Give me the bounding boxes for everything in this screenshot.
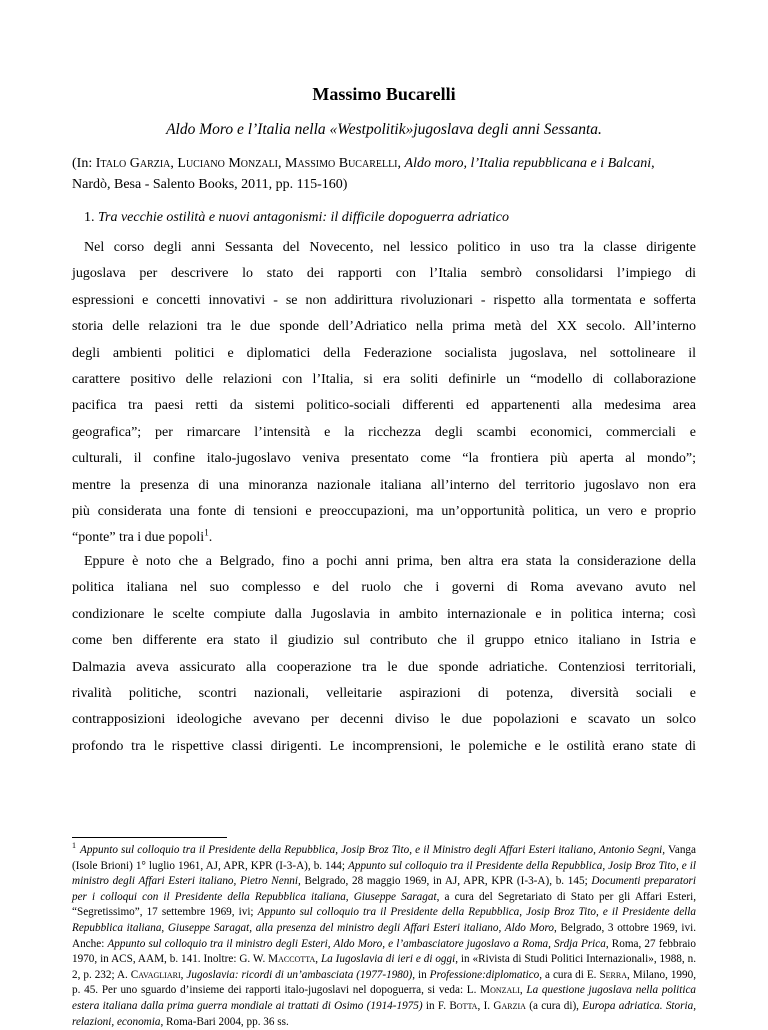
footnote-italic: Professione:diplomatico bbox=[429, 968, 540, 981]
footnote-text: in F. bbox=[422, 999, 450, 1012]
footnote-text: , Belgrado, 3 ottobre 1969, ivi. Anche: bbox=[72, 921, 696, 950]
paragraph-line: pacifica tra paesi retti da sistemi politico-sociali differenti ed appartenenti alla medesima area bbox=[72, 398, 696, 414]
footnote-text: , I. bbox=[477, 999, 494, 1012]
paragraph-line: Nel corso degli anni Sessanta del Novecento, nel lessico politico in uso tra la classe dirigente bbox=[84, 240, 696, 255]
footnote-text: , a cura di E. bbox=[539, 968, 600, 981]
article-title: Aldo Moro e l’Italia nella «Westpolitik»jugoslava degli anni Sessanta. bbox=[166, 121, 602, 138]
paragraph-line: profondo tra le rispettive classi dirigenti. Le incomprensioni, le polemiche e le ostilità erano state di bbox=[72, 738, 696, 754]
paragraph-line: carattere positivo delle relazioni con l’Italia, si era soliti definirle un “modello di collaborazione bbox=[72, 371, 696, 387]
footnote-italic: Jugoslavia: ricordi di un’ambasciata (1977-1980) bbox=[186, 968, 413, 981]
footnote-italic: La Iugoslavia di ieri e di oggi bbox=[320, 953, 456, 966]
paragraph-line: jugoslava per descrivere lo stato dei rapporti con l’Italia sembrò consolidarsi l’impiego di bbox=[72, 266, 696, 282]
citation bbox=[72, 153, 696, 195]
footnote-text: , bbox=[180, 968, 187, 981]
section-title: Tra vecchie ostilità e nuovi antagonismi: il difficile dopoguerra adriatico bbox=[98, 210, 510, 225]
footnote-italic: Appunto sul colloquio tra il ministro degli Esteri, Aldo Moro, e l’ambasciatore jugoslavo a Roma, Srdja Prica bbox=[107, 937, 606, 950]
footnote-separator bbox=[72, 837, 227, 838]
paragraph-2 bbox=[72, 549, 696, 760]
paragraph-line: culturali, il confine italo-jugoslavo veniva presentato come “la frontiera più aperta al mondo”; bbox=[72, 451, 696, 467]
paragraph-line: mentre la presenza di una minoranza nazionale italiana all’interno del territorio jugoslavo non era bbox=[72, 477, 696, 493]
paragraph-line: come ben differente era stato il giudizio sul contributo che il gruppo etnico italiano in Istria e bbox=[72, 633, 696, 649]
section-number: 1. bbox=[84, 210, 98, 225]
footnote-text: , Milano, 1990, p. 45. Per uno sguardo d’insieme dei rapporti italo-jugoslavi nel dopoguerra, si veda: L. bbox=[72, 968, 697, 997]
citation-authors: Italo Garzia, Luciano Monzali, Massimo Bucarelli, bbox=[95, 156, 402, 171]
footnote-italic: Appunto sul colloquio tra il Presidente della Repubblica, Josip Broz Tito, e il Presidente della Repubblica italiana, Giuseppe Saragat, alla presenza del ministro degli Affari Esteri italiano, Aldo Moro bbox=[72, 906, 696, 934]
footnote-text: , in «Rivista di Studi Politici Internazionali», 1988, n. 2, p. 232; A. bbox=[72, 953, 696, 981]
footnote-text: Vanga (Isole Brioni) 1° luglio 1961, AJ, APR, KPR (I-3-A), b. 144; bbox=[72, 844, 696, 872]
footnote-text: , a cura del Segretariato di Stato per gli Affari Esteri, “Segretissimo”, 17 settembre 1969, ivi; bbox=[72, 890, 696, 919]
author-name: Massimo Bucarelli bbox=[312, 84, 456, 104]
footnote-text: , bbox=[519, 984, 527, 997]
footnote-text: Belgrado, 28 maggio 1969, in AJ, APR, KPR (I-3-A), b. 145; bbox=[300, 875, 592, 888]
footnote-italic: La questione jugoslava nella politica estera italiana dalla prima guerra mondiale ai trattati di Osimo (1914-1975) bbox=[72, 984, 697, 1012]
footnote-italic: Appunto sul colloquio tra il Presidente della Repubblica, Josip Broz Tito, e il Ministro degli Affari Esteri italiano, Antonio Segni, bbox=[80, 844, 666, 856]
footnote-text: , Roma-Bari 2004, pp. 36 ss. bbox=[160, 1015, 289, 1028]
footnote-author: Maccotta bbox=[268, 953, 316, 966]
footnote-author: Serra bbox=[599, 968, 627, 981]
paragraph-line: contrapposizioni ideologiche avevano per decenni diviso le due popolazioni e scavato un solco bbox=[72, 712, 696, 728]
citation-book-title: Aldo moro, l’Italia repubblicana e i Balcani bbox=[404, 156, 652, 171]
paragraph-line: storia delle relazioni tra le due sponde dell’Adriatico nella prima metà del XX secolo. All’interno bbox=[72, 319, 696, 335]
footnote-author: Garzia bbox=[493, 999, 526, 1012]
paragraph-line: politica italiana nel suo complesso e del ruolo che i governi di Roma avevano avuto nel bbox=[72, 580, 696, 596]
footnote-text: (a cura di), bbox=[525, 999, 583, 1012]
paragraph-line: degli ambienti politici e diplomatici della Federazione socialista jugoslava, nel sottolineare il bbox=[72, 345, 696, 361]
footnote-author: Cavagliari bbox=[130, 968, 181, 981]
citation-prefix: (In: bbox=[72, 156, 96, 171]
footnote-number: 1 bbox=[72, 841, 76, 851]
footnote-italic: Europa adriatica. Storia, relazioni, economia bbox=[72, 999, 696, 1028]
paragraph-line: Eppure è noto che a Belgrado, fino a pochi anni prima, ben altra era stata la considerazione della bbox=[84, 554, 696, 569]
paragraph-line: condizionare le scelte compiute dalla Jugoslavia in ambito internazionale e in politica interna; così bbox=[72, 606, 696, 622]
footnote-author: Monzali bbox=[480, 984, 520, 997]
paragraph-1 bbox=[72, 235, 696, 552]
paragraph-line-text: “ponte” tra i due popoli bbox=[72, 530, 205, 546]
footnote-text: , Roma, 27 febbraio 1970, in ACS, AAM, b. 141. Inoltre: G. W. bbox=[72, 937, 696, 966]
paragraph-line: espressioni e concetti innovativi - se non addirittura rivoluzionari - rispetto alla tormentata e sofferta bbox=[72, 292, 696, 308]
footnote-author: Botta bbox=[449, 999, 478, 1012]
footnote-italic: Documenti preparatori per i colloqui con il Presidente della Repubblica italiana, Giuseppe Saragat bbox=[72, 875, 696, 903]
paragraph-line: più considerata una fonte di tensioni e preoccupazioni, ma un’opportunità politica, un vero e proprio bbox=[72, 503, 696, 519]
footnote-text: , bbox=[315, 953, 321, 966]
paragraph-line: geografica”; per rimarcare l’intensità e la ricchezza degli scambi economici, commerciali e bbox=[72, 424, 696, 440]
paragraph-line-last bbox=[72, 525, 696, 551]
footnote-reference[interactable]: 1 bbox=[204, 527, 209, 538]
paragraph-line: Dalmazia aveva assicurato alla cooperazione tra le due sponde adriatiche. Contenziosi territoriali, bbox=[72, 659, 696, 675]
section-heading bbox=[84, 210, 509, 226]
paragraph-line: rivalità politiche, scontri nazionali, velleitarie aspirazioni di potenza, diversità sociali e bbox=[72, 685, 696, 701]
footnote-italic: Appunto sul colloquio tra il Presidente della Repubblica, Josip Broz Tito, e il ministro degli Affari Esteri italiano, Pietro Nenni, bbox=[72, 859, 696, 888]
footnote-1 bbox=[72, 843, 696, 1030]
footnote-text: , in bbox=[412, 968, 430, 981]
citation-details: , Nardò, Besa - Salento Books, 2011, pp. 115-160) bbox=[72, 156, 655, 192]
paragraph-end: . bbox=[208, 530, 213, 546]
